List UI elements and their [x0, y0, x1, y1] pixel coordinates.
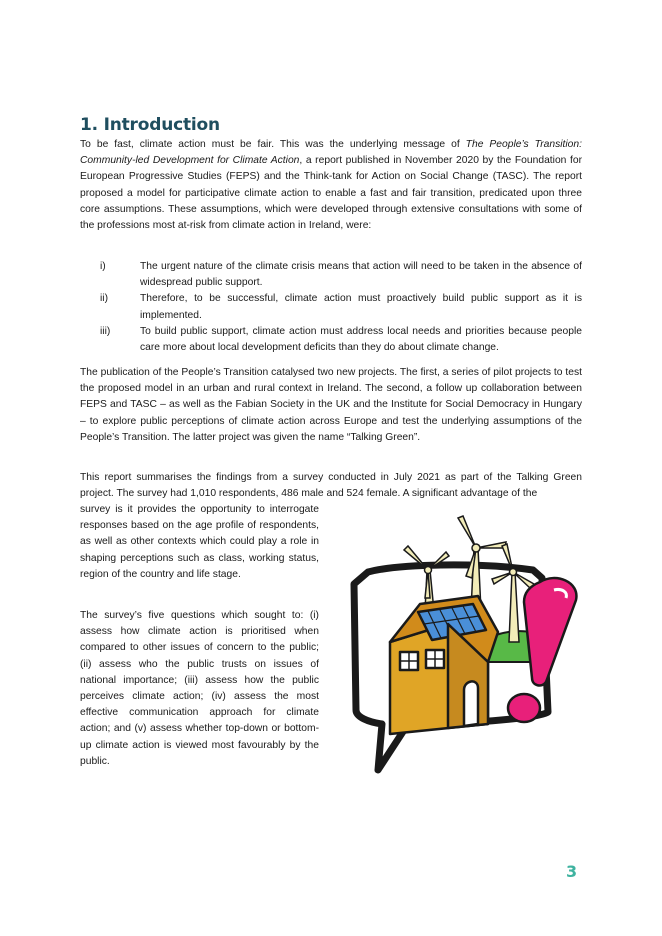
list-numeral: iii) — [100, 325, 111, 337]
list-item — [80, 259, 582, 291]
projects-paragraph: The publication of the People’s Transition catalysed two new projects. The first, a series of pilot projects to test the proposed model in an urban and rural context in Ireland. The second, a follow up collaboration between FEPS and TASC – as well as the Fabian Society in the UK and the Institute for Social Democracy in Hungary – to explore public perceptions of climate action across Europe and test the underlying assumptions of the People’s Transition. The latter project was given the name “Talking Green”. — [80, 367, 582, 443]
list-item-text: The urgent nature of the climate crisis means that action will need to be taken in the absence of widespread public support. — [140, 261, 582, 289]
climate-house-illustration — [328, 512, 584, 774]
section-heading: 1. Introduction — [80, 115, 220, 135]
survey-advantage-paragraph: survey is it provides the opportunity to interrogate responses based on the age profile of respondents, as well as other contexts which could play a role in shaping perceptions such as class, working status, region of the country and life stage. — [80, 504, 319, 580]
intro-paragraph — [80, 137, 582, 234]
list-item — [80, 291, 582, 323]
page-number: 3 — [566, 862, 578, 881]
assumptions-list — [80, 259, 582, 356]
intro-lead-text: To be fast, climate action must be fair. This was the underlying message of — [80, 139, 466, 150]
intro-rest-text: , a report published in November 2020 by the Foundation for European Progressive Studies (FEPS) and the Think-tank for Action on Social Change (TASC). The report proposed a model for participative climate action to enable a fast and fair transition, predicated upon three core assumptions. These assumptions, which were developed through extensive consultations with some of the professions most at-risk from climate action in Ireland, were: — [80, 155, 583, 232]
list-numeral: i) — [100, 261, 106, 272]
list-item — [80, 324, 582, 356]
list-item-text: To build public support, climate action must address local needs and priorities because people care more about local development deficits than they do about climate change. — [140, 325, 582, 354]
list-numeral: ii) — [100, 293, 109, 305]
report-title: The People’s Transition: Community-led Development for Climate Action — [80, 139, 582, 167]
list-item-text: Therefore, to be successful, climate action must proactively build public support as it is implemented. — [140, 293, 582, 321]
survey-questions-paragraph: The survey’s five questions which sought to: (i) assess how climate action is prioritised when compared to other issues of concern to the public; (ii) assess who the public trusts on issues of national importance; (iii) assess how the public perceives climate action; (iv) assess the most effective communication approach for climate action; and (v) assess whether top-down or bottom-up climate action is viewed most favourably by the public. — [80, 610, 319, 767]
survey-summary-paragraph: This report summarises the findings from a survey conducted in July 2021 as part of the Talking Green project. The survey had 1,010 respondents, 486 male and 524 female. A significant advantage of the — [80, 472, 582, 500]
